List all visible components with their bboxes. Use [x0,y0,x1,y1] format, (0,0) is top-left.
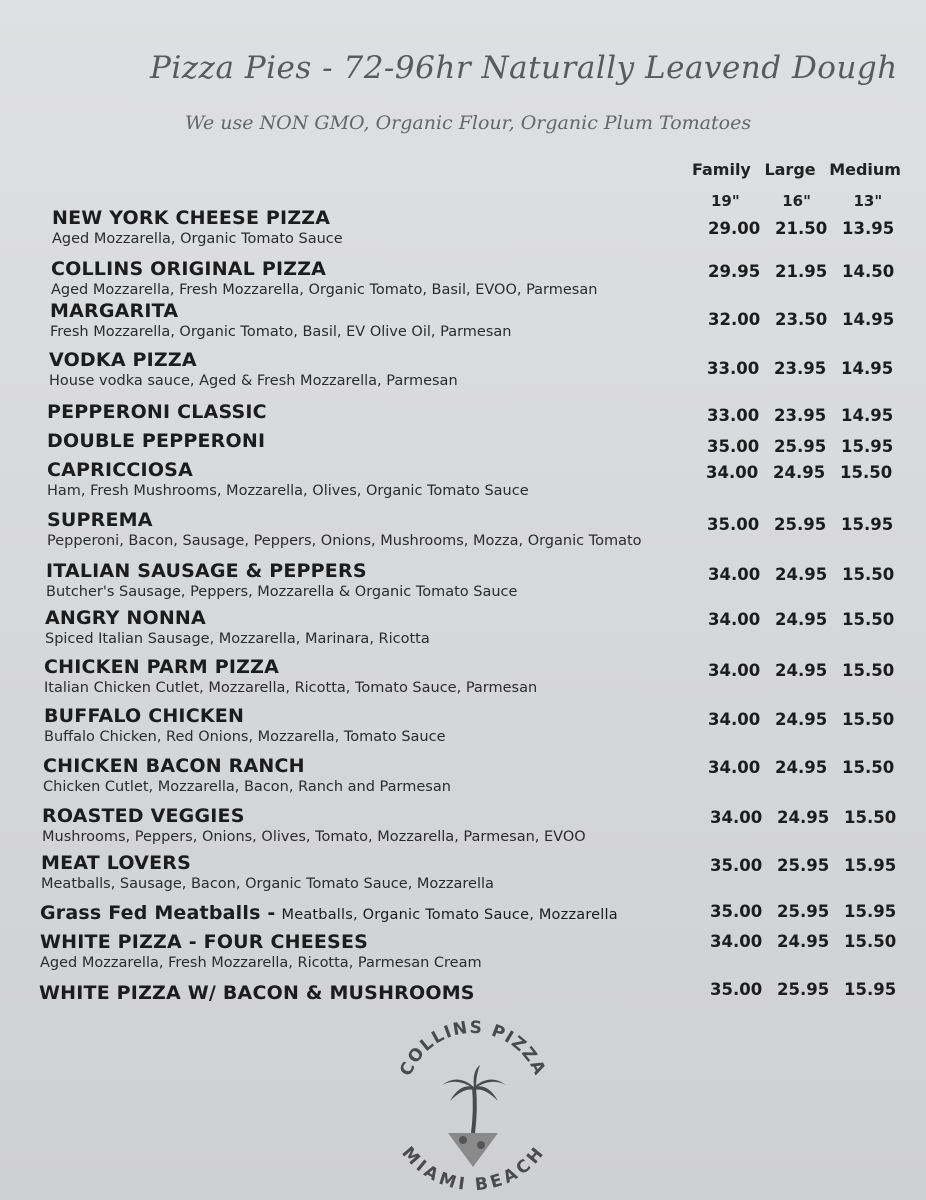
size-medium: 13" [853,192,883,210]
menu-item-name: ANGRY NONNA [45,607,206,629]
price-large: 24.95 [775,565,828,584]
price-medium: 15.50 [844,808,897,827]
menu-item-prices [708,565,909,584]
menu-item-description: Pepperoni, Bacon, Sausage, Peppers, Onions, Mushrooms, Mozza, Organic Tomato [47,533,642,549]
price-medium: 15.50 [842,661,895,680]
price-medium: 14.95 [841,406,894,425]
palm-tree-pizza-icon [442,1065,506,1167]
menu-item-prices [708,219,909,238]
menu-subtitle: We use NON GMO, Organic Flour, Organic Plum Tomatoes [185,112,752,134]
price-family: 34.00 [710,808,763,827]
price-medium: 14.95 [841,359,894,378]
price-medium: 15.95 [841,437,894,456]
menu-item-name: CAPRICCIOSA [47,459,193,481]
price-large: 25.95 [774,437,827,456]
menu-item-description: Aged Mozzarella, Fresh Mozzarella, Organic Tomato, Basil, EVOO, Parmesan [51,282,598,298]
price-large: 25.95 [777,902,830,921]
price-large: 23.50 [775,310,828,329]
menu-item-name: DOUBLE PEPPERONI [47,430,266,452]
menu-item-description: Aged Mozzarella, Organic Tomato Sauce [52,231,343,247]
menu-item-description: Aged Mozzarella, Fresh Mozzarella, Ricotta, Parmesan Cream [40,955,482,971]
price-family: 34.00 [710,932,763,951]
price-large: 24.95 [775,758,828,777]
price-large: 23.95 [774,406,827,425]
size-family: 19" [711,192,740,210]
menu-item-prices [710,808,911,827]
price-large: 21.95 [775,262,828,281]
menu-item-name: ITALIAN SAUSAGE & PEPPERS [46,560,367,582]
price-medium: 15.50 [842,710,895,729]
collins-pizza-logo [388,1015,558,1195]
menu-item-name: NEW YORK CHEESE PIZZA [52,207,331,229]
logo-top-text: COLLINS PIZZA [396,1017,550,1080]
price-medium: 14.95 [842,310,895,329]
price-medium: 14.50 [842,262,895,281]
price-large: 25.95 [777,856,830,875]
menu-item-name: CHICKEN BACON RANCH [43,755,305,777]
menu-item-description: Meatballs, Sausage, Bacon, Organic Tomato Sauce, Mozzarella [41,876,494,892]
menu-item-description: Spiced Italian Sausage, Mozzarella, Marinara, Ricotta [45,631,430,647]
menu-item-name: COLLINS ORIGINAL PIZZA [51,258,327,280]
price-medium: 15.95 [844,902,897,921]
price-family: 33.00 [707,406,760,425]
price-large: 25.95 [777,980,830,999]
menu-item-prices [710,932,911,951]
price-large: 25.95 [774,515,827,534]
menu-item-name: SUPREMA [47,509,153,531]
price-family: 35.00 [707,437,760,456]
price-medium: 13.95 [842,219,895,238]
menu-item-prices [708,310,909,329]
menu-item-description: Italian Chicken Cutlet, Mozzarella, Ricotta, Tomato Sauce, Parmesan [44,680,538,696]
price-family: 34.00 [706,463,759,482]
price-large: 24.95 [777,932,830,951]
price-large: 23.95 [774,359,827,378]
price-family: 35.00 [710,902,763,921]
menu-item-description: Meatballs, Organic Tomato Sauce, Mozzarella [281,907,618,923]
menu-item-prices [708,262,909,281]
menu-item-description: Chicken Cutlet, Mozzarella, Bacon, Ranch and Parmesan [43,779,451,795]
menu-item-name: ROASTED VEGGIES [42,805,245,827]
menu-item-prices [706,463,907,482]
price-family: 35.00 [707,515,760,534]
price-medium: 15.95 [844,856,897,875]
price-family: 32.00 [708,310,761,329]
price-medium: 15.50 [842,610,895,629]
menu-item-prices [708,710,909,729]
price-family: 34.00 [708,710,761,729]
size-column-headers [692,160,909,179]
menu-title: Pizza Pies - 72-96hr Naturally Leavend Dough [150,50,898,86]
menu-item-description: Mushrooms, Peppers, Onions, Olives, Tomato, Mozzarella, Parmesan, EVOO [42,829,586,845]
column-medium: Medium [829,160,901,179]
size-large: 16" [782,192,811,210]
menu-item-name: PEPPERONI CLASSIC [47,401,267,423]
price-family: 29.00 [708,219,761,238]
price-large: 24.95 [775,710,828,729]
price-large: 24.95 [773,463,826,482]
price-family: 35.00 [710,856,763,875]
menu-item-prices [707,515,908,534]
price-medium: 15.50 [840,463,893,482]
column-family: Family [692,160,751,179]
menu-item-prices [710,980,911,999]
price-medium: 15.50 [844,932,897,951]
menu-item-name: VODKA PIZZA [49,349,197,371]
menu-item-name: WHITE PIZZA W/ BACON & MUSHROOMS [39,982,475,1004]
menu-item-name: WHITE PIZZA - FOUR CHEESES [40,931,369,953]
price-large: 24.95 [777,808,830,827]
price-medium: 15.95 [844,980,897,999]
menu-item-prices [708,661,909,680]
svg-text:COLLINS PIZZA [396,1018,550,1079]
price-large: 21.50 [775,219,828,238]
menu-item-name: BUFFALO CHICKEN [44,705,245,727]
menu-item-prices [708,610,909,629]
price-family: 34.00 [708,661,761,680]
menu-item-name: MEAT LOVERS [41,852,191,874]
menu-item-prices [708,758,909,777]
price-family: 35.00 [710,980,763,999]
price-family: 34.00 [708,565,761,584]
menu-item-prices [707,406,908,425]
menu-item-prices [707,437,908,456]
menu-item-description: Ham, Fresh Mushrooms, Mozzarella, Olives, Organic Tomato Sauce [47,483,529,499]
menu-item-prices [710,902,911,921]
price-family: 34.00 [708,610,761,629]
menu-item-name: MARGARITA [50,300,179,322]
menu-item-description: Fresh Mozzarella, Organic Tomato, Basil, EV Olive Oil, Parmesan [50,324,512,340]
menu-item-name: Grass Fed Meatballs - [40,902,276,924]
price-family: 33.00 [707,359,760,378]
menu-item-prices [710,856,911,875]
menu-item-description: House vodka sauce, Aged & Fresh Mozzarella, Parmesan [49,373,458,389]
price-large: 24.95 [775,610,828,629]
price-family: 29.95 [708,262,761,281]
price-medium: 15.50 [842,758,895,777]
column-large: Large [764,160,816,179]
price-large: 24.95 [775,661,828,680]
price-family: 34.00 [708,758,761,777]
price-medium: 15.50 [842,565,895,584]
menu-item-description: Butcher's Sausage, Peppers, Mozzarella & Organic Tomato Sauce [46,584,518,600]
menu-item-name: CHICKEN PARM PIZZA [44,656,279,678]
price-medium: 15.95 [841,515,894,534]
menu-item-prices [707,359,908,378]
menu-item-description: Buffalo Chicken, Red Onions, Mozzarella, Tomato Sauce [44,729,446,745]
logo-bottom-text: MIAMI BEACH [397,1143,549,1195]
